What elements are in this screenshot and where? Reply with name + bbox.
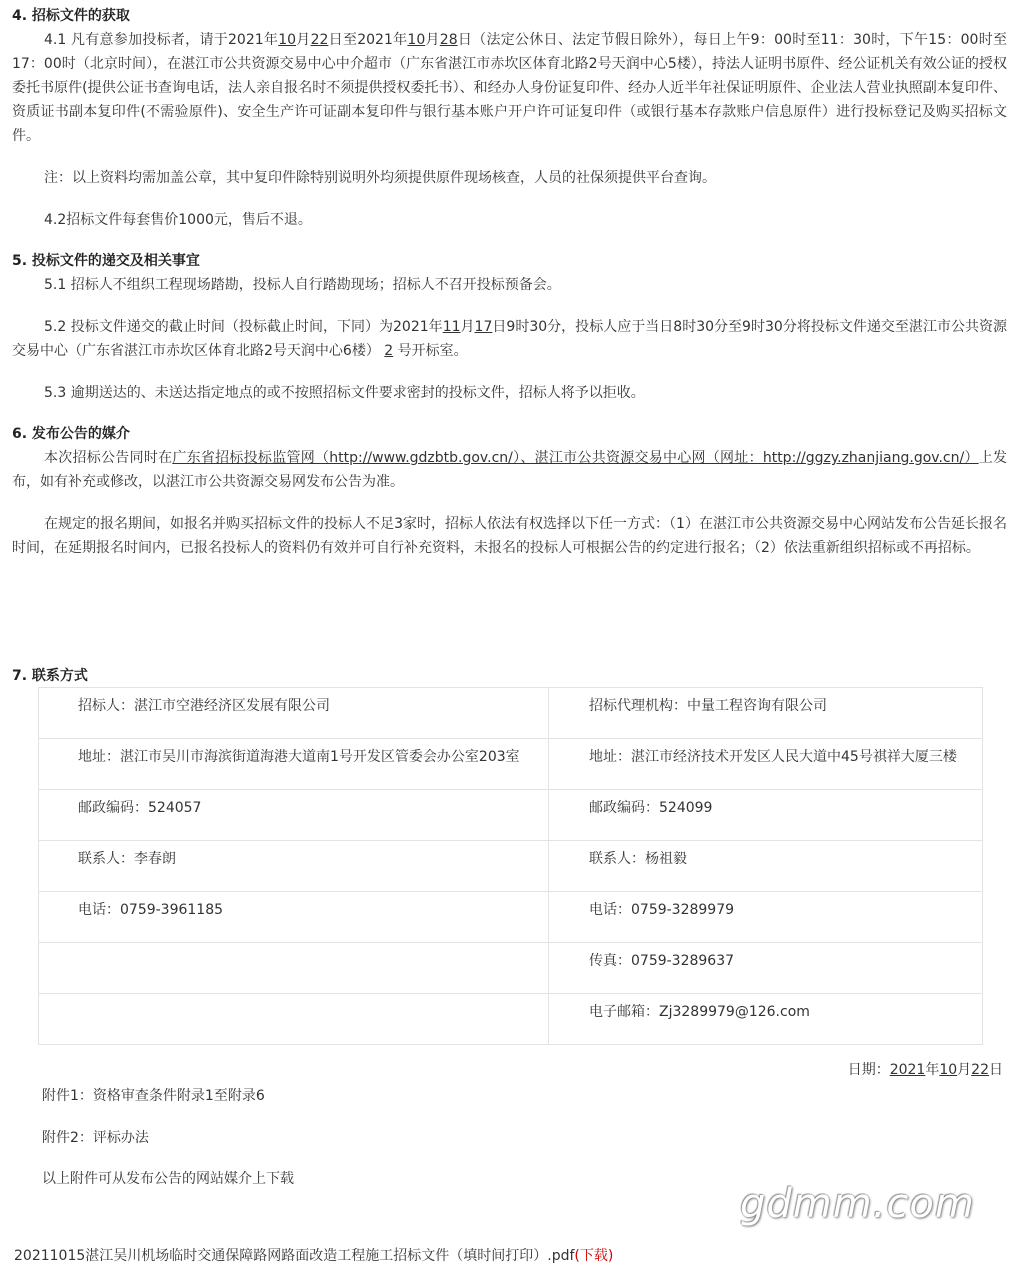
empty-cell	[39, 994, 549, 1045]
section4-title: 4. 招标文件的获取	[12, 8, 130, 24]
agency-cell: 招标代理机构：中量工程咨询有限公司	[549, 688, 983, 739]
attachment-1: 附件1：资格审查条件附录1至附录6	[42, 1088, 265, 1104]
notice-body	[12, 4, 1008, 1187]
attachment-file	[14, 1244, 613, 1268]
tenderer-phone-cell: 电话：0759-3961185	[39, 892, 549, 943]
section6-p1: 本次招标公告同时在广东省招标投标监管网（http://www.gdzbtb.gov.cn/）、湛江市公共资源交易中心网（网址：http://ggzy.zhanjiang.gov.cn/）上发布，如有补充或修改，以湛江市公共资源交易网发布公告为准。	[12, 450, 1007, 490]
download-link[interactable]: (下载)	[574, 1248, 614, 1264]
table-row	[39, 994, 983, 1045]
table-row	[39, 688, 983, 739]
table-row	[39, 892, 983, 943]
section4-p1: 4.1 凡有意参加投标者，请于2021年10月22日至2021年10月28日（法定公休日、法定节假日除外），每日上午9：00时至11：30时，下午15：00时至17：00时（北京时间），在湛江市公共资源交易中心中介超市（广东省湛江市赤坎区体育北路2号天润中心5楼），持法人证明书原件、经公证机关有效公证的授权委托书原件(提供公证书查询电话，法人亲自报名时不须提供授权委托书）、和经办人身份证复印件、经办人近半年社保证明原件、企业法人营业执照副本复印件、资质证书副本复印件(不需验原件)、安全生产许可证副本复印件与银行基本账户开户许可证复印件（或银行基本存款账户信息原件）进行投标登记及购买招标文件。	[12, 32, 1008, 144]
section4-p2: 4.2招标文件每套售价1000元，售后不退。	[44, 212, 312, 228]
agency-contact-cell: 联系人：杨祖毅	[549, 841, 983, 892]
table-row	[39, 841, 983, 892]
table-row	[39, 739, 983, 790]
section5-p3: 5.3 逾期送达的、未送达指定地点的或不按照招标文件要求密封的投标文件，招标人将予以拒收。	[44, 385, 645, 401]
section5-p1: 5.1 招标人不组织工程现场踏勘，投标人自行踏勘现场；招标人不召开投标预备会。	[44, 277, 561, 293]
notice-date: 日期：2021年10月22日	[847, 1062, 1003, 1078]
agency-address-cell: 地址：湛江市经济技术开发区人民大道中45号祺祥大厦三楼	[549, 739, 983, 790]
media-links[interactable]: 广东省招标投标监管网（http://www.gdzbtb.gov.cn/）、湛江市公共资源交易中心网（网址：http://ggzy.zhanjiang.gov.cn/）	[172, 450, 979, 466]
empty-cell	[39, 943, 549, 994]
agency-postcode-cell: 邮政编码：524099	[549, 790, 983, 841]
site-watermark: gdmm.com	[740, 1181, 975, 1227]
section5-p2: 5.2 投标文件递交的截止时间（投标截止时间，下同）为2021年11月17日9时30分，投标人应于当日8时30分至9时30分将投标文件递交至湛江市公共资源交易中心（广东省湛江市赤坎区体育北路2号天润中心6楼） 2 号开标室。	[12, 319, 1008, 359]
tenderer-address-cell: 地址：湛江市吴川市海滨街道海港大道南1号开发区管委会办公室203室	[39, 739, 549, 790]
tenderer-cell: 招标人：湛江市空港经济区发展有限公司	[39, 688, 549, 739]
table-row	[39, 790, 983, 841]
agency-email-cell: 电子邮箱：Zj3289979@126.com	[549, 994, 983, 1045]
contact-table	[38, 687, 983, 1045]
attachment-note: 以上附件可从发布公告的网站媒介上下载	[42, 1171, 294, 1187]
section5-title: 5. 投标文件的递交及相关事宜	[12, 253, 200, 269]
table-row	[39, 943, 983, 994]
tenderer-contact-cell: 联系人：李春朗	[39, 841, 549, 892]
tenderer-postcode-cell: 邮政编码：524057	[39, 790, 549, 841]
agency-fax-cell: 传真：0759-3289637	[549, 943, 983, 994]
section6-p2: 在规定的报名期间，如报名并购买招标文件的投标人不足3家时，招标人依法有权选择以下任一方式：（1）在湛江市公共资源交易中心网站发布公告延长报名时间，在延期报名时间内，已报名投标人的资料仍有效并可自行补充资料，未报名的投标人可根据公告的约定进行报名；（2）依法重新组织招标或不再招标。	[12, 516, 1007, 556]
agency-phone-cell: 电话：0759-3289979	[549, 892, 983, 943]
section7-title: 7. 联系方式	[12, 668, 88, 684]
section4-note: 注：以上资料均需加盖公章，其中复印件除特别说明外均须提供原件现场核查，人员的社保须提供平台查询。	[44, 170, 716, 186]
file-name: 20211015湛江吴川机场临时交通保障路网路面改造工程施工招标文件（填时间打印）.pdf	[14, 1248, 575, 1264]
attachment-2: 附件2：评标办法	[42, 1130, 149, 1146]
section6-title: 6. 发布公告的媒介	[12, 426, 130, 442]
